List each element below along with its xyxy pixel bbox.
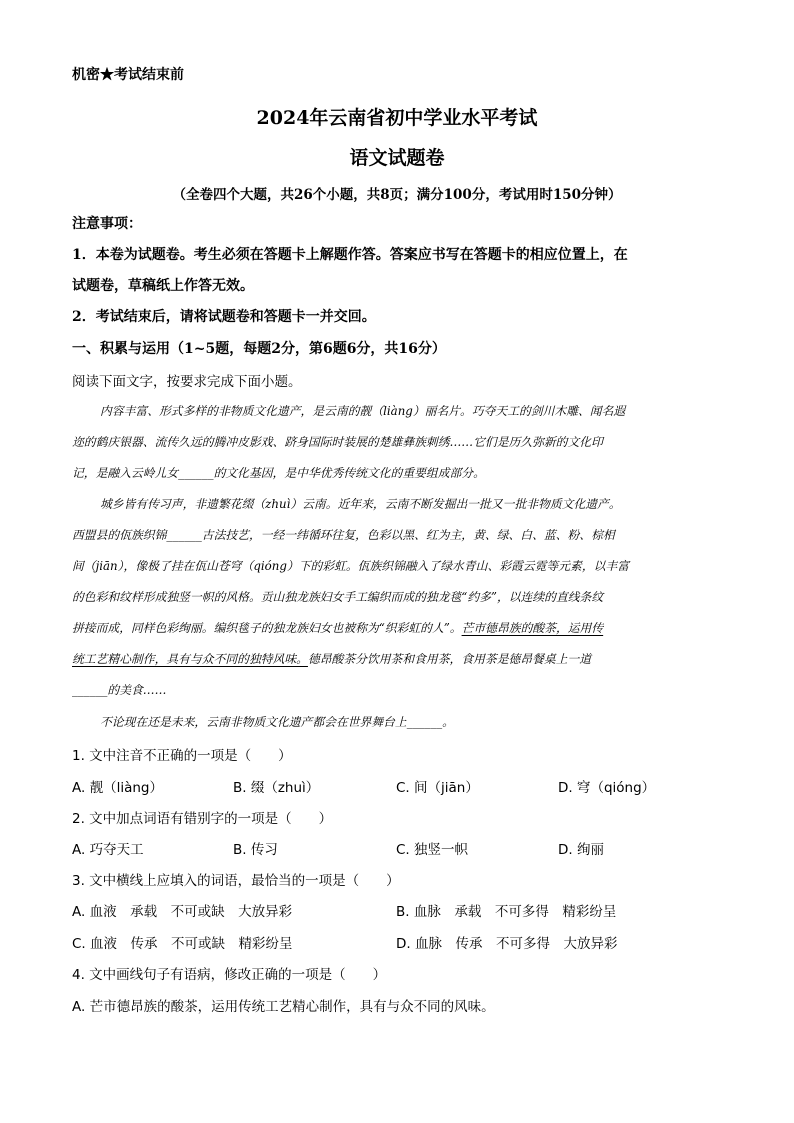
question-3-stem: 3. 文中横线上应填入的词语，最恰当的一项是（ ） — [72, 873, 400, 889]
question-1-option-d[interactable]: D. 穹（qióng） — [558, 780, 656, 796]
question-4-option-a[interactable]: A. 芒市德昂族的酸茶，运用传统工艺精心制作，具有与众不同的风味。 — [72, 999, 495, 1015]
question-1-option-c[interactable]: C. 间（jiān） — [396, 780, 479, 796]
passage-p2-line-1: 城乡皆有传习声，非遗繁花缀（zhuì）云南。近年来，云南不断发掘出一批又一批非物质文化遗产。 — [100, 497, 621, 511]
passage-p3: 不论现在还是未来，云南非物质文化遗产都会在世界舞台上______。 — [100, 715, 454, 729]
question-3-option-b[interactable]: B. 血脉 承载 不可多得 精彩纷呈 — [396, 904, 617, 920]
passage-p2-line-5-plain: 拼接而成，同样色彩绚丽。编织毯子的独龙族妇女也被称为“织彩虹的人”。 — [72, 621, 462, 635]
question-2-option-c[interactable]: C. 独竖一帜 — [396, 842, 469, 858]
passage-p1-line-1: 内容丰富、形式多样的非物质文化遗产，是云南的靓（liàng）丽名片。巧夺天工的剑川木雕、闻名遐 — [100, 404, 626, 418]
question-4-stem: 4. 文中画线句子有语病，修改正确的一项是（ ） — [72, 967, 387, 983]
question-3-option-c[interactable]: C. 血液 传承 不可或缺 精彩纷呈 — [72, 936, 293, 952]
paper-subtitle: 语文试题卷 — [349, 147, 445, 169]
underlined-sentence-part-2: 统工艺精心制作，具有与众不同的独特风味。 — [72, 652, 308, 666]
section-1-heading: 一、积累与运用（1~5题，每题2分，第6题6分，共16分） — [72, 341, 446, 357]
question-2-option-a[interactable]: A. 巧夺天工 — [72, 842, 144, 858]
notice-item-1-line-1: 1．本卷为试题卷。考生必须在答题卡上解题作答。答案应书写在答题卡的相应位置上，在 — [72, 247, 628, 263]
passage-p2-line-5 — [72, 619, 603, 636]
question-3-option-a[interactable]: A. 血液 承载 不可或缺 大放异彩 — [72, 904, 293, 920]
passage-p1-line-3: 记，是融入云岭儿女______的文化基因，是中华优秀传统文化的重要组成部分。 — [72, 466, 485, 480]
question-2-option-b[interactable]: B. 传习 — [233, 842, 278, 858]
passage-p2-line-7: ______的美食…… — [72, 683, 167, 697]
question-3-option-d[interactable]: D. 血脉 传承 不可多得 大放异彩 — [396, 936, 618, 952]
question-2-stem: 2. 文中加点词语有错别字的一项是（ ） — [72, 811, 333, 827]
question-1-stem: 1. 文中注音不正确的一项是（ ） — [72, 748, 292, 764]
notice-item-1-line-2: 试题卷，草稿纸上作答无效。 — [72, 278, 254, 294]
exam-info: （全卷四个大题，共26个小题，共8页；满分100分，考试用时150分钟） — [172, 187, 622, 203]
exam-title: 2024年云南省初中学业水平考试 — [256, 107, 538, 129]
question-1-option-b[interactable]: B. 缀（zhuì） — [233, 780, 320, 796]
passage-p2-line-2: 西盟县的佤族织锦______古法技艺，一经一纬循环往复，色彩以黑、红为主，黄、绿、白、蓝、粉、棕相 — [72, 528, 615, 542]
underlined-sentence-part-1: 芒市德昂族的酸茶，运用传 — [461, 621, 604, 635]
section-1-instruction: 阅读下面文字，按要求完成下面小题。 — [72, 374, 302, 390]
passage-p2-line-6 — [72, 650, 591, 667]
notice-item-2: 2．考试结束后，请将试题卷和答题卡一并交回。 — [72, 309, 376, 325]
question-1-option-a[interactable]: A. 靓（liàng） — [72, 780, 163, 796]
passage-p2-line-3: 间（jiān），像极了挂在佤山苍穹（qióng）下的彩虹。佤族织锦融入了绿水青山、彩霞云霓等元素，以丰富 — [72, 559, 630, 573]
passage-p1-line-2: 迩的鹤庆银器、流传久远的腾冲皮影戏、跻身国际时装展的楚雄彝族刺绣……它们是历久弥新的文化印 — [72, 435, 603, 449]
passage-p2-line-4: 的色彩和纹样形成独竖一帜的风格。贡山独龙族妇女手工编织而成的独龙毯“约多”，以连续的直线条纹 — [72, 590, 604, 604]
secret-mark: 机密★考试结束前 — [72, 67, 184, 83]
notice-heading: 注意事项： — [72, 216, 142, 232]
question-2-option-d[interactable]: D. 绚丽 — [558, 842, 604, 858]
passage-p2-line-6-plain: 德昂酸茶分饮用茶和食用茶，食用茶是德昂餐桌上一道 — [307, 652, 592, 666]
